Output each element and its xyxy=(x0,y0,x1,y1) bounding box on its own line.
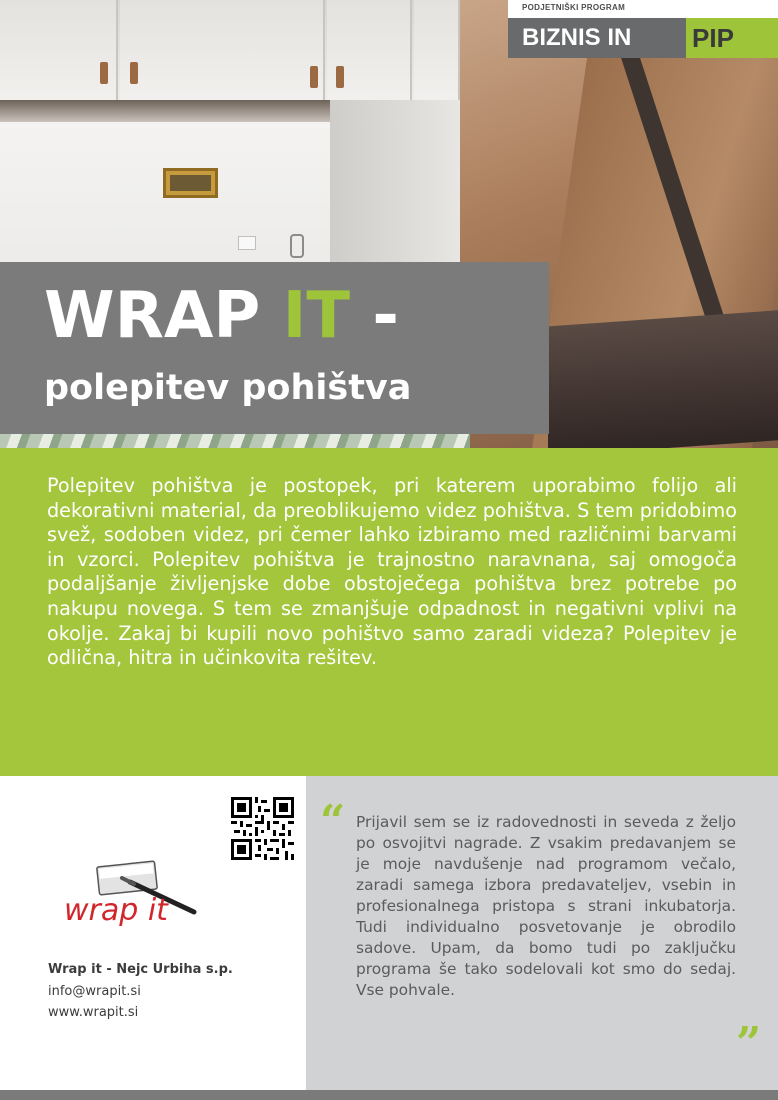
footer-bar xyxy=(0,1090,778,1100)
cabinet-door xyxy=(414,0,460,100)
title-main: WRAP xyxy=(44,279,283,353)
qr-code[interactable] xyxy=(231,797,294,860)
quote-close-icon: ” xyxy=(736,1018,762,1069)
testimonial-text: Prijavil sem se iz radovednosti in seveda z željo po osvojitvi nagrade. Z vsakim predavanjem se je moje navdušenje nad programom večalo, zaradi samega izbora predavateljev, vsebin in profesionalnega pristopa s strani inkubatorja. Tudi individualno posvetovanje je obrodilo sadove. Upam, da bomo tudi po zaključku programa še tako sodelovali kot smo do sedaj. Vse pohvale. xyxy=(356,813,736,999)
cabinet-handle xyxy=(130,62,138,84)
page-title xyxy=(44,279,399,353)
cabinet-handle xyxy=(310,66,318,88)
wall-lamp xyxy=(290,234,304,258)
dark-wood-shelf xyxy=(548,310,778,448)
page-subtitle: polepitev pohištva xyxy=(44,368,412,408)
cabinet-door xyxy=(120,0,325,100)
program-label: PODJETNIŠKI PROGRAM xyxy=(522,3,626,12)
brand-badge xyxy=(508,18,778,58)
description-text: Polepitev pohištva je postopek, pri katerem uporabimo folijo ali dekorativni material, da preoblikujemo videz pohištva. S tem pridobimo svež, sodoben videz, pri čemer lahko izbiramo med različnimi barvami in vzorci. Polepitev pohištva je trajnostno naravnana, saj omogoča podaljšanje življenjske dobe obstoječega pohištva brez potrebe po nakupu novega. S tem se zmanjšuje odpadnost in negativni vplivi na okolje. Zakaj bi kupili novo pohištvo samo zaradi videza? Polepitev je odlična, hitra in učinkovita rešitev. xyxy=(47,474,737,670)
program-label-box xyxy=(508,0,778,18)
contact-email[interactable]: info@wrapit.si xyxy=(48,984,141,999)
light-switch xyxy=(238,236,256,250)
contact-website[interactable]: www.wrapit.si xyxy=(48,1005,139,1020)
brand-main: BIZNIS IN xyxy=(508,18,686,58)
brand-accent: PIP xyxy=(686,18,778,58)
title-accent: IT xyxy=(282,279,351,353)
cabinet-handle xyxy=(100,62,108,84)
cabinet-door xyxy=(0,0,118,100)
wrap-it-logo xyxy=(60,848,220,948)
title-suffix: - xyxy=(350,279,399,353)
company-name: Wrap it - Nejc Urbiha s.p. xyxy=(48,962,233,977)
logo-text: wrap it xyxy=(64,893,168,928)
quote-open-icon: “ xyxy=(320,796,346,847)
picture-frame xyxy=(163,168,218,198)
cabinet-handle xyxy=(336,66,344,88)
